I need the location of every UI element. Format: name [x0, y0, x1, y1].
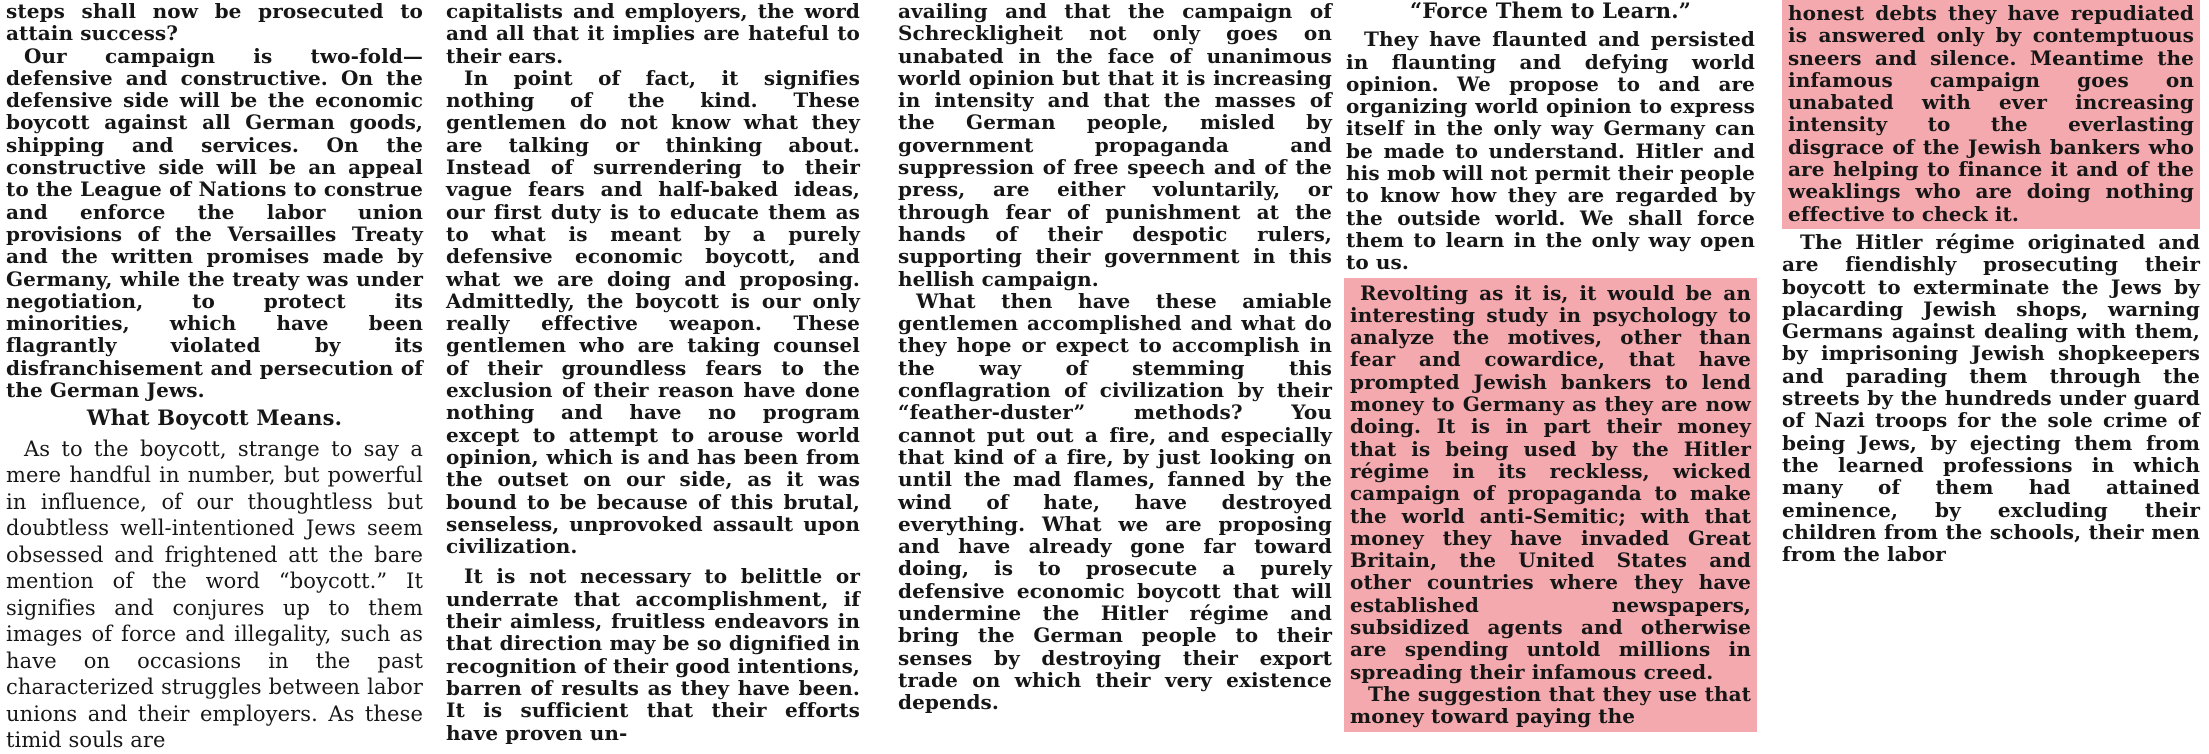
paragraph: It is not necessary to belittle or underrate that accomplishment, if their aimless, fruitless endeavors in that direction may be so dignified in recognition of their good intentions, barren of results as they have been. It is sufficient that their efforts have proven un-	[446, 564, 860, 745]
paragraph: As to the boycott, strange to say a mere handful in number, but powerful in influence, of our thoughtless but doubtless well-intentioned Jews seem obsessed and frightened att the bare mention of the word “boycott.” It signifies and conjures up to them images of force and illegality, such as have on occasions in the past characterized struggles between labor unions and their employers. As these timid souls are	[6, 436, 423, 753]
paragraph: capitalists and employers, the word and all that it implies are hateful to their ears.	[446, 0, 860, 68]
paragraph: Revolting as it is, it would be an interesting study in psychology to analyze the motives, other than fear and cowardice, that have prompted Jewish bankers to lend money to Germany as they are now doing. It is in part their money that is being used by the Hitler régime in its reckless, wicked campaign of propaganda to make the world anti-Semitic; with that money they have invaded Great Britain, the United States and other countries where they have established newspapers, subsidized agents and otherwise are spending untold millions in spreading their infamous creed.	[1350, 280, 1751, 684]
paragraph: availing and that the campaign of Schreckligheit not only goes on unabated in the face of unanimous world opinion but that it is increasing in intensity and that the masses of the German people, misled by government propaganda and suppression of free speech and of the press, are either voluntarily, or through fear of punishment at the hands of their despotic rulers, supporting their government in this hellish campaign.	[898, 0, 1332, 291]
section-heading-force: “Force Them to Learn.”	[1409, 0, 1692, 23]
highlighted-passage	[1344, 278, 1757, 732]
paragraph: The suggestion that they use that money toward paying the	[1350, 681, 1751, 729]
paragraph: honest debts they have repudiated is answered only by contemptuous sneers and silence. Meantime the infamous campaign goes on unabated with ever increasing intensity to the everlasting disgrace of the Jewish bankers who are helping to finance it and of the weaklings who are doing nothing effective to check it.	[1788, 1, 2194, 226]
column-2	[446, 0, 860, 744]
column-1	[6, 0, 423, 754]
paragraph: Our campaign is two-fold—defensive and constructive. On the defensive side will be the economic boycott against all German goods, shipping and services. On the constructive side will be an appeal to the League of Nations to construe and enforce the labor union provisions of the Versailles Treaty and the written promises made by Germany, while the treaty was under negotiation, to protect its minorities, which have been flagrantly violated by its disfranchisement and persecution of the German Jews.	[6, 43, 423, 403]
paragraph: In point of fact, it signifies nothing of the kind. These gentlemen do not know what they are talking or thinking about. Instead of surrendering to their vague fears and half-baked ideas, our first duty is to educate them as to what is meant by a purely defensive economic boycott, and what we are doing and proposing. Admittedly, the boycott is our only really effective weapon. These gentlemen who are taking counsel of their groundless fears to the exclusion of their reason have done nothing and have no program except to attempt to arouse world opinion, which is and has been from the outset on our side, as it was bound to be because of this brutal, senseless, unprovoked assault upon civilization.	[446, 65, 860, 559]
paragraph: What then have these amiable gentlemen accomplished and what do they hope or expect to accomplish in the way of stemming this conflagration of civilization by their “feather-duster” methods? You cannot put out a fire, and especially that kind of a fire, by just looking on until the mad flames, fanned by the wind of hate, have destroyed everything. What we are proposing and have already gone far toward doing, is to prosecute a purely defensive economic boycott that will undermine the Hitler régime and bring the German people to their senses by destroying their export trade on which their very existence depends.	[898, 288, 1332, 715]
column-5	[1782, 0, 2200, 565]
paragraph: steps shall now be prosecuted to attain success?	[6, 0, 423, 46]
highlighted-passage	[1782, 0, 2200, 229]
section-heading-boycott: What Boycott Means.	[86, 405, 343, 431]
column-4	[1344, 0, 1757, 732]
column-3	[898, 0, 1332, 714]
paragraph: The Hitler régime originated and are fiendishly prosecuting their boycott to exterminate the Jews by placarding Jewish shops, warning Germans against dealing with them, by imprisoning Jewish shopkeepers and parading them through the streets by the hundreds under guard of Nazi troops for the sole crime of being Jews, by ejecting them from the learned professions in which many of them had attained eminence, by excluding their children from the schools, their men from the labor	[1782, 229, 2200, 567]
paragraph: They have flaunted and persisted in flaunting and defying world opinion. We propose to and are organizing world opinion to express itself in the only way Germany can be made to understand. Hitler and his mob will not permit their people to know how they are regarded by the outside world. We shall force them to learn in the only way open to us.	[1346, 27, 1755, 275]
